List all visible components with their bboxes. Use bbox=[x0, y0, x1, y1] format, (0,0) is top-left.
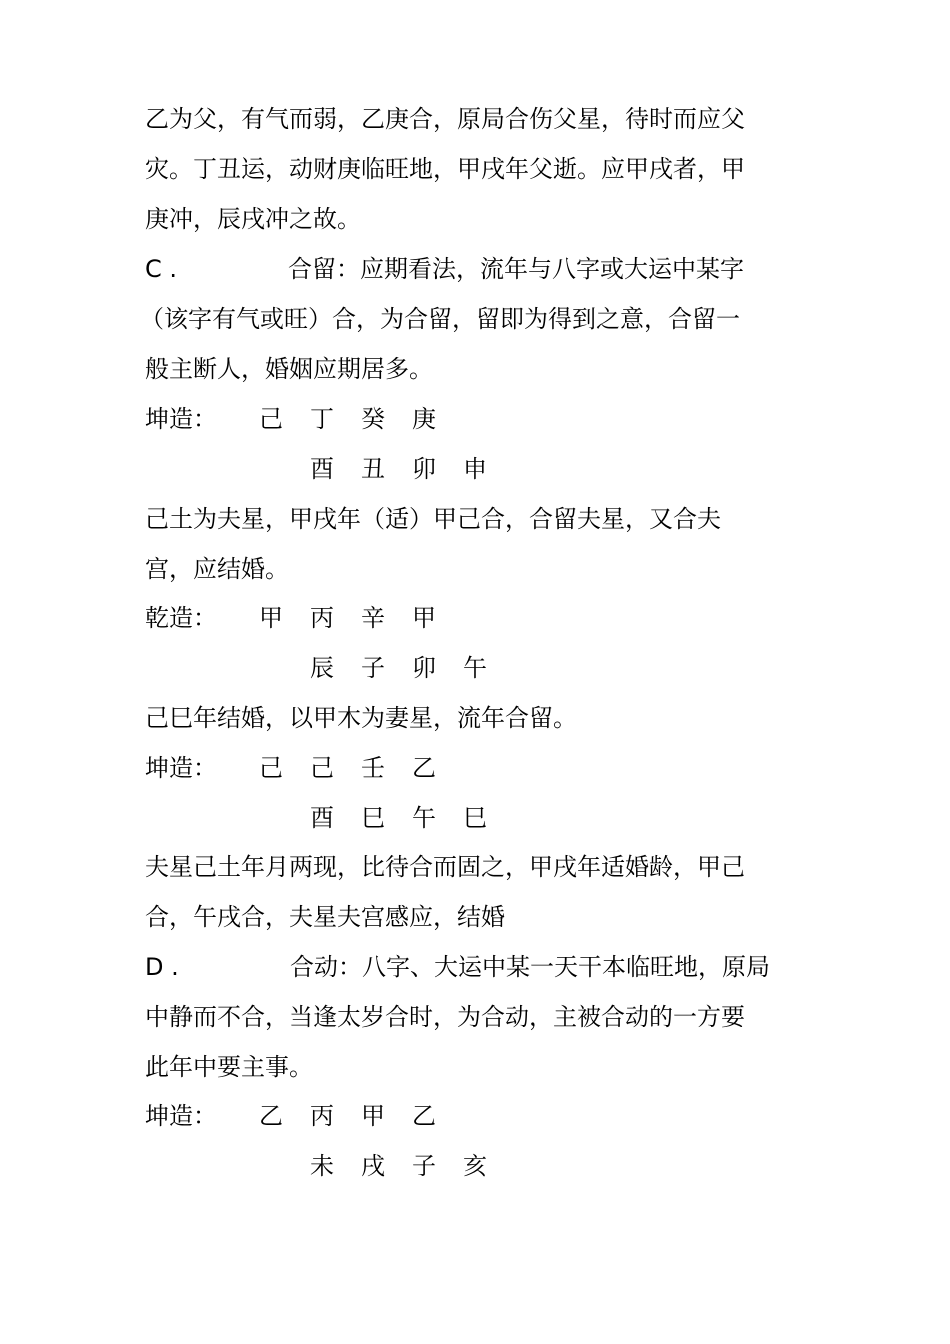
chart-branches-row bbox=[307, 803, 507, 833]
branch-month: 子 bbox=[361, 654, 385, 682]
section-d-heading bbox=[145, 952, 845, 982]
stem-year: 己 bbox=[259, 405, 283, 433]
stem-month: 丙 bbox=[310, 1102, 334, 1130]
stem-hour: 乙 bbox=[412, 1102, 436, 1130]
chart-branches-row bbox=[307, 1151, 507, 1181]
chart-stems-row bbox=[256, 1101, 456, 1131]
branch-day: 卯 bbox=[412, 654, 436, 682]
text-line: 庚冲，辰戌冲之故。 bbox=[145, 205, 361, 233]
stem-month: 己 bbox=[310, 754, 334, 782]
stem-year: 乙 bbox=[259, 1102, 283, 1130]
branch-year: 辰 bbox=[310, 654, 334, 682]
chart-stems-row bbox=[256, 603, 456, 633]
text-line: 宫，应结婚。 bbox=[145, 555, 289, 583]
text-line: 夫星己土年月两现，比待合而固之，甲戌年适婚龄，甲己 bbox=[145, 853, 745, 881]
section-c-letter: C . bbox=[145, 255, 178, 283]
stem-year: 甲 bbox=[259, 604, 283, 632]
stem-day: 甲 bbox=[361, 1102, 385, 1130]
branch-year: 酉 bbox=[310, 455, 334, 483]
chart-label: 坤造： bbox=[145, 1102, 217, 1130]
chart-branches-row bbox=[307, 454, 507, 484]
branch-hour: 巳 bbox=[463, 804, 487, 832]
stem-hour: 甲 bbox=[412, 604, 436, 632]
branch-day: 午 bbox=[412, 804, 436, 832]
text-line: 己土为夫星，甲戌年（适）甲己合，合留夫星，又合夫 bbox=[145, 505, 721, 533]
branch-year: 未 bbox=[310, 1152, 334, 1180]
chart-label: 乾造： bbox=[145, 604, 217, 632]
branch-year: 酉 bbox=[310, 804, 334, 832]
branch-hour: 申 bbox=[463, 455, 487, 483]
section-d-first-line: 合动：八字、大运中某一天干本临旺地，原局 bbox=[290, 953, 770, 981]
chart-stems-row bbox=[256, 404, 456, 434]
stem-hour: 乙 bbox=[412, 754, 436, 782]
branch-day: 子 bbox=[412, 1152, 436, 1180]
branch-hour: 午 bbox=[463, 654, 487, 682]
branch-day: 卯 bbox=[412, 455, 436, 483]
section-c-first-line: 合留：应期看法，流年与八字或大运中某字 bbox=[288, 255, 744, 283]
text-line: 此年中要主事。 bbox=[145, 1053, 313, 1081]
text-line: 灾。丁丑运，动财庚临旺地，甲戌年父逝。应甲戌者，甲 bbox=[145, 155, 745, 183]
chart-stems-row bbox=[256, 753, 456, 783]
chart-label: 坤造： bbox=[145, 754, 217, 782]
stem-month: 丙 bbox=[310, 604, 334, 632]
branch-month: 巳 bbox=[361, 804, 385, 832]
stem-month: 丁 bbox=[310, 405, 334, 433]
text-line: 乙为父，有气而弱，乙庚合，原局合伤父星，待时而应父 bbox=[145, 105, 745, 133]
text-line: 般主断人，婚姻应期居多。 bbox=[145, 355, 433, 383]
section-c-heading bbox=[145, 254, 845, 284]
text-line: 己巳年结婚，以甲木为妻星，流年合留。 bbox=[145, 704, 577, 732]
chart-branches-row bbox=[307, 653, 507, 683]
section-d-letter: D . bbox=[145, 953, 179, 981]
stem-day: 壬 bbox=[361, 754, 385, 782]
text-line: 中静而不合，当逢太岁合时，为合动，主被合动的一方要 bbox=[145, 1003, 745, 1031]
chart-label: 坤造： bbox=[145, 405, 217, 433]
stem-hour: 庚 bbox=[412, 405, 436, 433]
branch-month: 丑 bbox=[361, 455, 385, 483]
branch-hour: 亥 bbox=[463, 1152, 487, 1180]
stem-day: 辛 bbox=[361, 604, 385, 632]
text-line: 合，午戌合，夫星夫宫感应，结婚 bbox=[145, 903, 505, 931]
stem-day: 癸 bbox=[361, 405, 385, 433]
branch-month: 戌 bbox=[361, 1152, 385, 1180]
text-line: （该字有气或旺）合，为合留，留即为得到之意，合留一 bbox=[140, 305, 740, 333]
stem-year: 己 bbox=[259, 754, 283, 782]
